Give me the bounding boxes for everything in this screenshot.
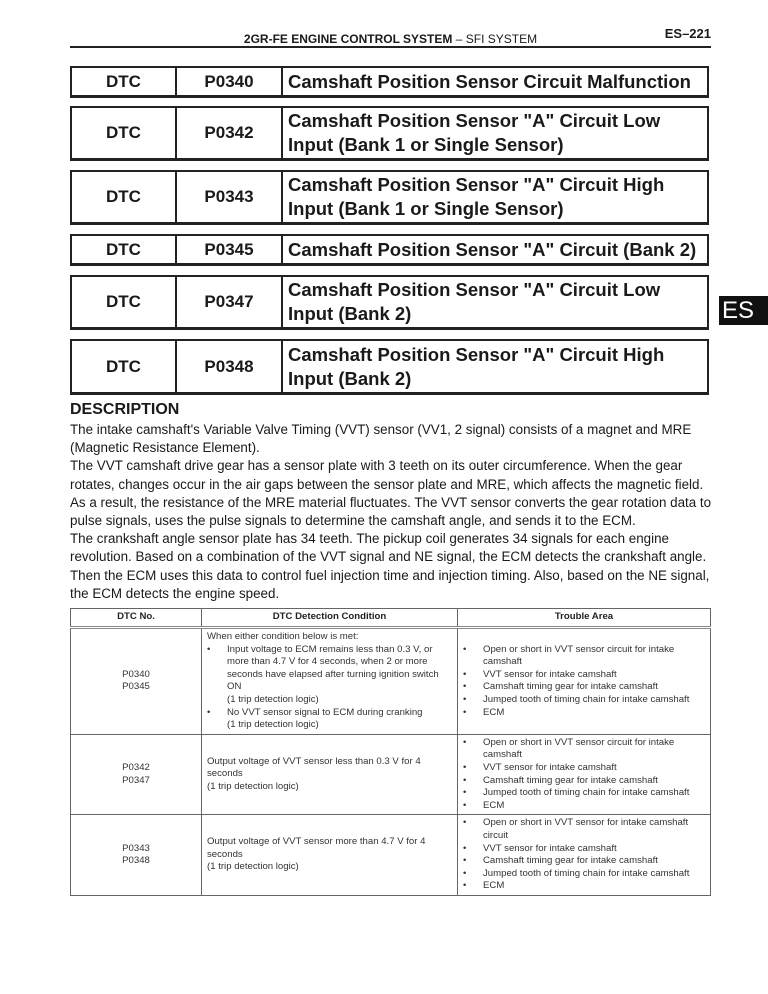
dtc-label: DTC: [72, 277, 177, 327]
dtc-code: P0348: [122, 855, 150, 867]
condition-note: (1 trip detection logic): [227, 719, 319, 731]
trouble-area-item: • Camshaft timing gear for intake camshaft: [463, 775, 705, 788]
dtc-title-box: [70, 339, 709, 395]
table-header-row: [71, 609, 711, 628]
trouble-area-item: • ECM: [463, 800, 705, 813]
header-title-sub: SFI SYSTEM: [465, 32, 538, 46]
description-paragraph: The VVT camshaft drive gear has a sensor plate with 3 teeth on its outer circumference. When the gear rotates, changes occur in the air gaps between the sensor plate and MRE, which affects the magnetic field. As a result, the resistance of the MRE material fluctuates. The VVT sensor converts the gear rotation data to pulse signals, uses the pulse signals to determine the camshaft angle, and sends it to the ECM.: [70, 458, 712, 529]
dtc-title-box: [70, 275, 709, 330]
trouble-area-item: • Jumped tooth of timing chain for intake camshaft: [463, 694, 705, 707]
trouble-area-cell: [458, 815, 711, 896]
dtc-code: P0345: [122, 681, 150, 693]
trouble-area-item: • VVT sensor for intake camshaft: [463, 843, 705, 856]
condition-text: Output voltage of VVT sensor less than 0.3 V for 4 seconds: [207, 755, 421, 780]
dtc-label: DTC: [72, 68, 177, 95]
header-separator: –: [452, 32, 466, 46]
condition-list: [207, 644, 452, 732]
dtc-code: P0343: [177, 172, 283, 222]
header-title-main: 2GR-FE ENGINE CONTROL SYSTEM: [243, 32, 453, 46]
dtc-title-box: [70, 66, 709, 98]
column-header-dtc-no: DTC No.: [71, 609, 202, 628]
dtc-detection-table: [70, 608, 711, 896]
dtc-label: DTC: [72, 236, 177, 263]
condition-text: No VVT sensor signal to ECM during cranking: [227, 706, 423, 718]
condition-note: (1 trip detection logic): [227, 693, 319, 705]
dtc-code: P0348: [177, 341, 283, 392]
trouble-area-item: • ECM: [463, 880, 705, 893]
dtc-label: DTC: [72, 108, 177, 158]
table-row: [71, 815, 711, 896]
description-paragraph: The intake camshaft's Variable Valve Timing (VVT) sensor (VV1, 2 signal) consists of a magnet and MRE (Magnetic Resistance Element).: [70, 422, 692, 456]
trouble-area-item: • VVT sensor for intake camshaft: [463, 669, 705, 682]
dtc-code: P0345: [177, 236, 283, 263]
section-tab-es: ES: [719, 296, 768, 325]
description-heading: DESCRIPTION: [70, 401, 180, 418]
dtc-code: P0340: [177, 68, 283, 95]
header-title: [70, 32, 711, 46]
dtc-title: Camshaft Position Sensor "A" Circuit Low Input (Bank 1 or Single Sensor): [288, 110, 661, 155]
trouble-area-item: • Open or short in VVT sensor circuit for intake camshaft: [463, 644, 705, 669]
dtc-title-box: [70, 234, 709, 266]
page-header: [70, 24, 711, 48]
dtc-code: P0342: [122, 761, 150, 773]
condition-note: (1 trip detection logic): [207, 861, 299, 873]
page-number: ES–221: [664, 26, 711, 41]
dtc-codes-cell: [71, 628, 202, 735]
condition-intro: When either condition below is met:: [207, 631, 359, 642]
dtc-title: Camshaft Position Sensor "A" Circuit (Bank 2): [288, 238, 697, 260]
dtc-title-box: [70, 106, 709, 161]
trouble-area-list: [463, 737, 705, 813]
table-row: [71, 734, 711, 815]
trouble-area-item: • VVT sensor for intake camshaft: [463, 762, 705, 775]
trouble-area-item: • Jumped tooth of timing chain for intake camshaft: [463, 868, 705, 881]
detection-condition-cell: [202, 734, 458, 815]
dtc-title-box: [70, 170, 709, 225]
dtc-code: P0343: [122, 842, 150, 854]
condition-note: (1 trip detection logic): [207, 780, 299, 792]
detection-condition-cell: [202, 628, 458, 735]
description-body: [70, 421, 715, 603]
trouble-area-item: • Jumped tooth of timing chain for intake camshaft: [463, 787, 705, 800]
dtc-title: Camshaft Position Sensor "A" Circuit High Input (Bank 2): [288, 343, 665, 389]
dtc-code: P0340: [122, 668, 150, 680]
dtc-label: DTC: [72, 341, 177, 392]
trouble-area-cell: [458, 628, 711, 735]
condition-item: [207, 644, 452, 707]
condition-text: Output voltage of VVT sensor more than 4.7 V for 4 seconds: [207, 836, 426, 860]
condition-item: [207, 707, 452, 732]
detection-condition-cell: [202, 815, 458, 896]
condition-text: Input voltage to ECM remains less than 0.3 V, or more than 4.7 V for 4 seconds, when 2 or more seconds have elapsed after turning ignition switch ON: [227, 643, 439, 693]
dtc-code: P0347: [122, 774, 150, 786]
column-header-trouble-area: Trouble Area: [458, 609, 711, 628]
trouble-area-list: [463, 817, 705, 893]
trouble-area-item: • Camshaft timing gear for intake camshaft: [463, 681, 705, 694]
column-header-condition: DTC Detection Condition: [202, 609, 458, 628]
trouble-area-item: • ECM: [463, 707, 705, 720]
description-paragraph: The crankshaft angle sensor plate has 34 teeth. The pickup coil generates 34 signals for each engine revolution. Based on a combination of the VVT signal and NE signal, the ECM detects the crankshaft angle. Then the ECM uses this data to control fuel injection time and injection timing. Also, based on the NE signal, the ECM detects the engine speed.: [70, 531, 710, 601]
trouble-area-list: [463, 644, 705, 720]
dtc-codes-cell: [71, 734, 202, 815]
dtc-label: DTC: [72, 172, 177, 222]
trouble-area-cell: [458, 734, 711, 815]
dtc-code: P0347: [177, 277, 283, 327]
trouble-area-item: • Open or short in VVT sensor for intake camshaft circuit: [463, 817, 705, 842]
dtc-codes-cell: [71, 815, 202, 896]
dtc-title: Camshaft Position Sensor "A" Circuit High Input (Bank 1 or Single Sensor): [288, 174, 665, 219]
table-row: [71, 628, 711, 735]
dtc-code: P0342: [177, 108, 283, 158]
trouble-area-item: • Camshaft timing gear for intake camshaft: [463, 855, 705, 868]
trouble-area-item: • Open or short in VVT sensor circuit for intake camshaft: [463, 737, 705, 762]
dtc-title: Camshaft Position Sensor "A" Circuit Low Input (Bank 2): [288, 279, 661, 324]
dtc-title: Camshaft Position Sensor Circuit Malfunction: [288, 70, 691, 92]
